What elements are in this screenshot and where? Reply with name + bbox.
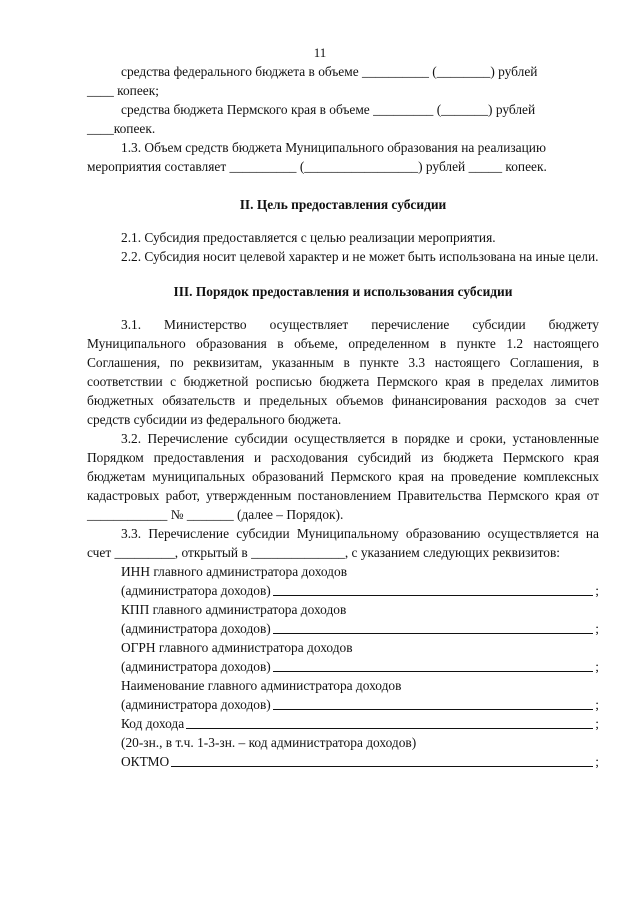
clause-2-2: 2.2. Субсидия носит целевой характер и не может быть использована на иные цели. [121,249,599,264]
fill-line [273,657,594,672]
clause-3-1: 3.1. Министерство осуществляет перечисление субсидии бюджету Муниципального образования в объеме, определенном в пункте 1.2 настоящего Соглашения, по реквизитам, указанным в пункте 3.3 настоящего Соглашения, в соответствии с бюджетной росписью бюджета Пермского края в пределах лимитов бюджетных обязательств и предельных объемов финансирования расходов за счет средств субсидии из федерального бюджета. [87,317,599,427]
semicolon: ; [595,659,599,674]
fill-line [273,619,594,634]
kpp-label: КПП главного администратора доходов [121,602,347,617]
admin-paren: (администратора доходов) [121,583,271,598]
fill-line [273,695,594,710]
clause-3-3: 3.3. Перечисление субсидии Муниципальному образованию осуществляется на счет _________, открытый в ______________, с указанием следующих реквизитов: [87,526,599,560]
section-3-heading: III. Порядок предоставления и использования субсидии [173,284,513,299]
fill-line [273,581,594,596]
admin-paren: (администратора доходов) [121,697,271,712]
clause-3-2: 3.2. Перечисление субсидии осуществляется в порядке и сроки, установленные Порядком предоставления и расходования субсидий из бюджета Пермского края бюджетам муниципальных образований Пермского края на проведение комплексных кадастровых работ, утвержденным постановлением Правительства Пермского края от ____________ № _______ (далее – Порядок). [87,431,599,522]
inn-field [87,581,599,600]
clause-2-1: 2.1. Субсидия предоставляется с целью реализации мероприятия. [121,230,496,245]
semicolon: ; [595,716,599,731]
clause-1-3-line1: 1.3. Объем средств бюджета Муниципального образования на реализацию [121,140,546,155]
clause-1-3-line2: мероприятия составляет __________ (_________________) рублей _____ копеек. [87,159,547,174]
oktmo-field [87,752,599,771]
requisites-block [87,562,599,771]
inn-label: ИНН главного администратора доходов [121,564,348,579]
semicolon: ; [595,754,599,769]
ogrn-label: ОГРН главного администратора доходов [121,640,353,655]
federal-budget-line: средства федерального бюджета в объеме __________ (________) рублей [121,64,538,79]
income-code-label: Код дохода [121,716,185,731]
ogrn-field [87,657,599,676]
page-number: 11 [313,45,327,60]
oktmo-label: ОКТМО [121,754,170,769]
name-label: Наименование главного администратора доходов [121,678,402,693]
fill-line [171,752,593,767]
admin-paren: (администратора доходов) [121,659,271,674]
fill-line [186,714,593,729]
semicolon: ; [595,621,599,636]
section-2-heading: II. Цель предоставления субсидии [239,197,447,212]
regional-budget-line: средства бюджета Пермского края в объеме _________ (_______) рублей [121,102,536,117]
federal-kopecks-line: ____ копеек; [87,83,159,98]
income-code-note: (20-зн., в т.ч. 1-3-зн. – код администратора доходов) [121,735,417,750]
income-code-field [87,714,599,733]
semicolon: ; [595,583,599,598]
admin-paren: (администратора доходов) [121,621,271,636]
name-field [87,695,599,714]
semicolon: ; [595,697,599,712]
page-content [87,62,599,771]
regional-kopecks-line: ____копеек. [87,121,156,136]
kpp-field [87,619,599,638]
